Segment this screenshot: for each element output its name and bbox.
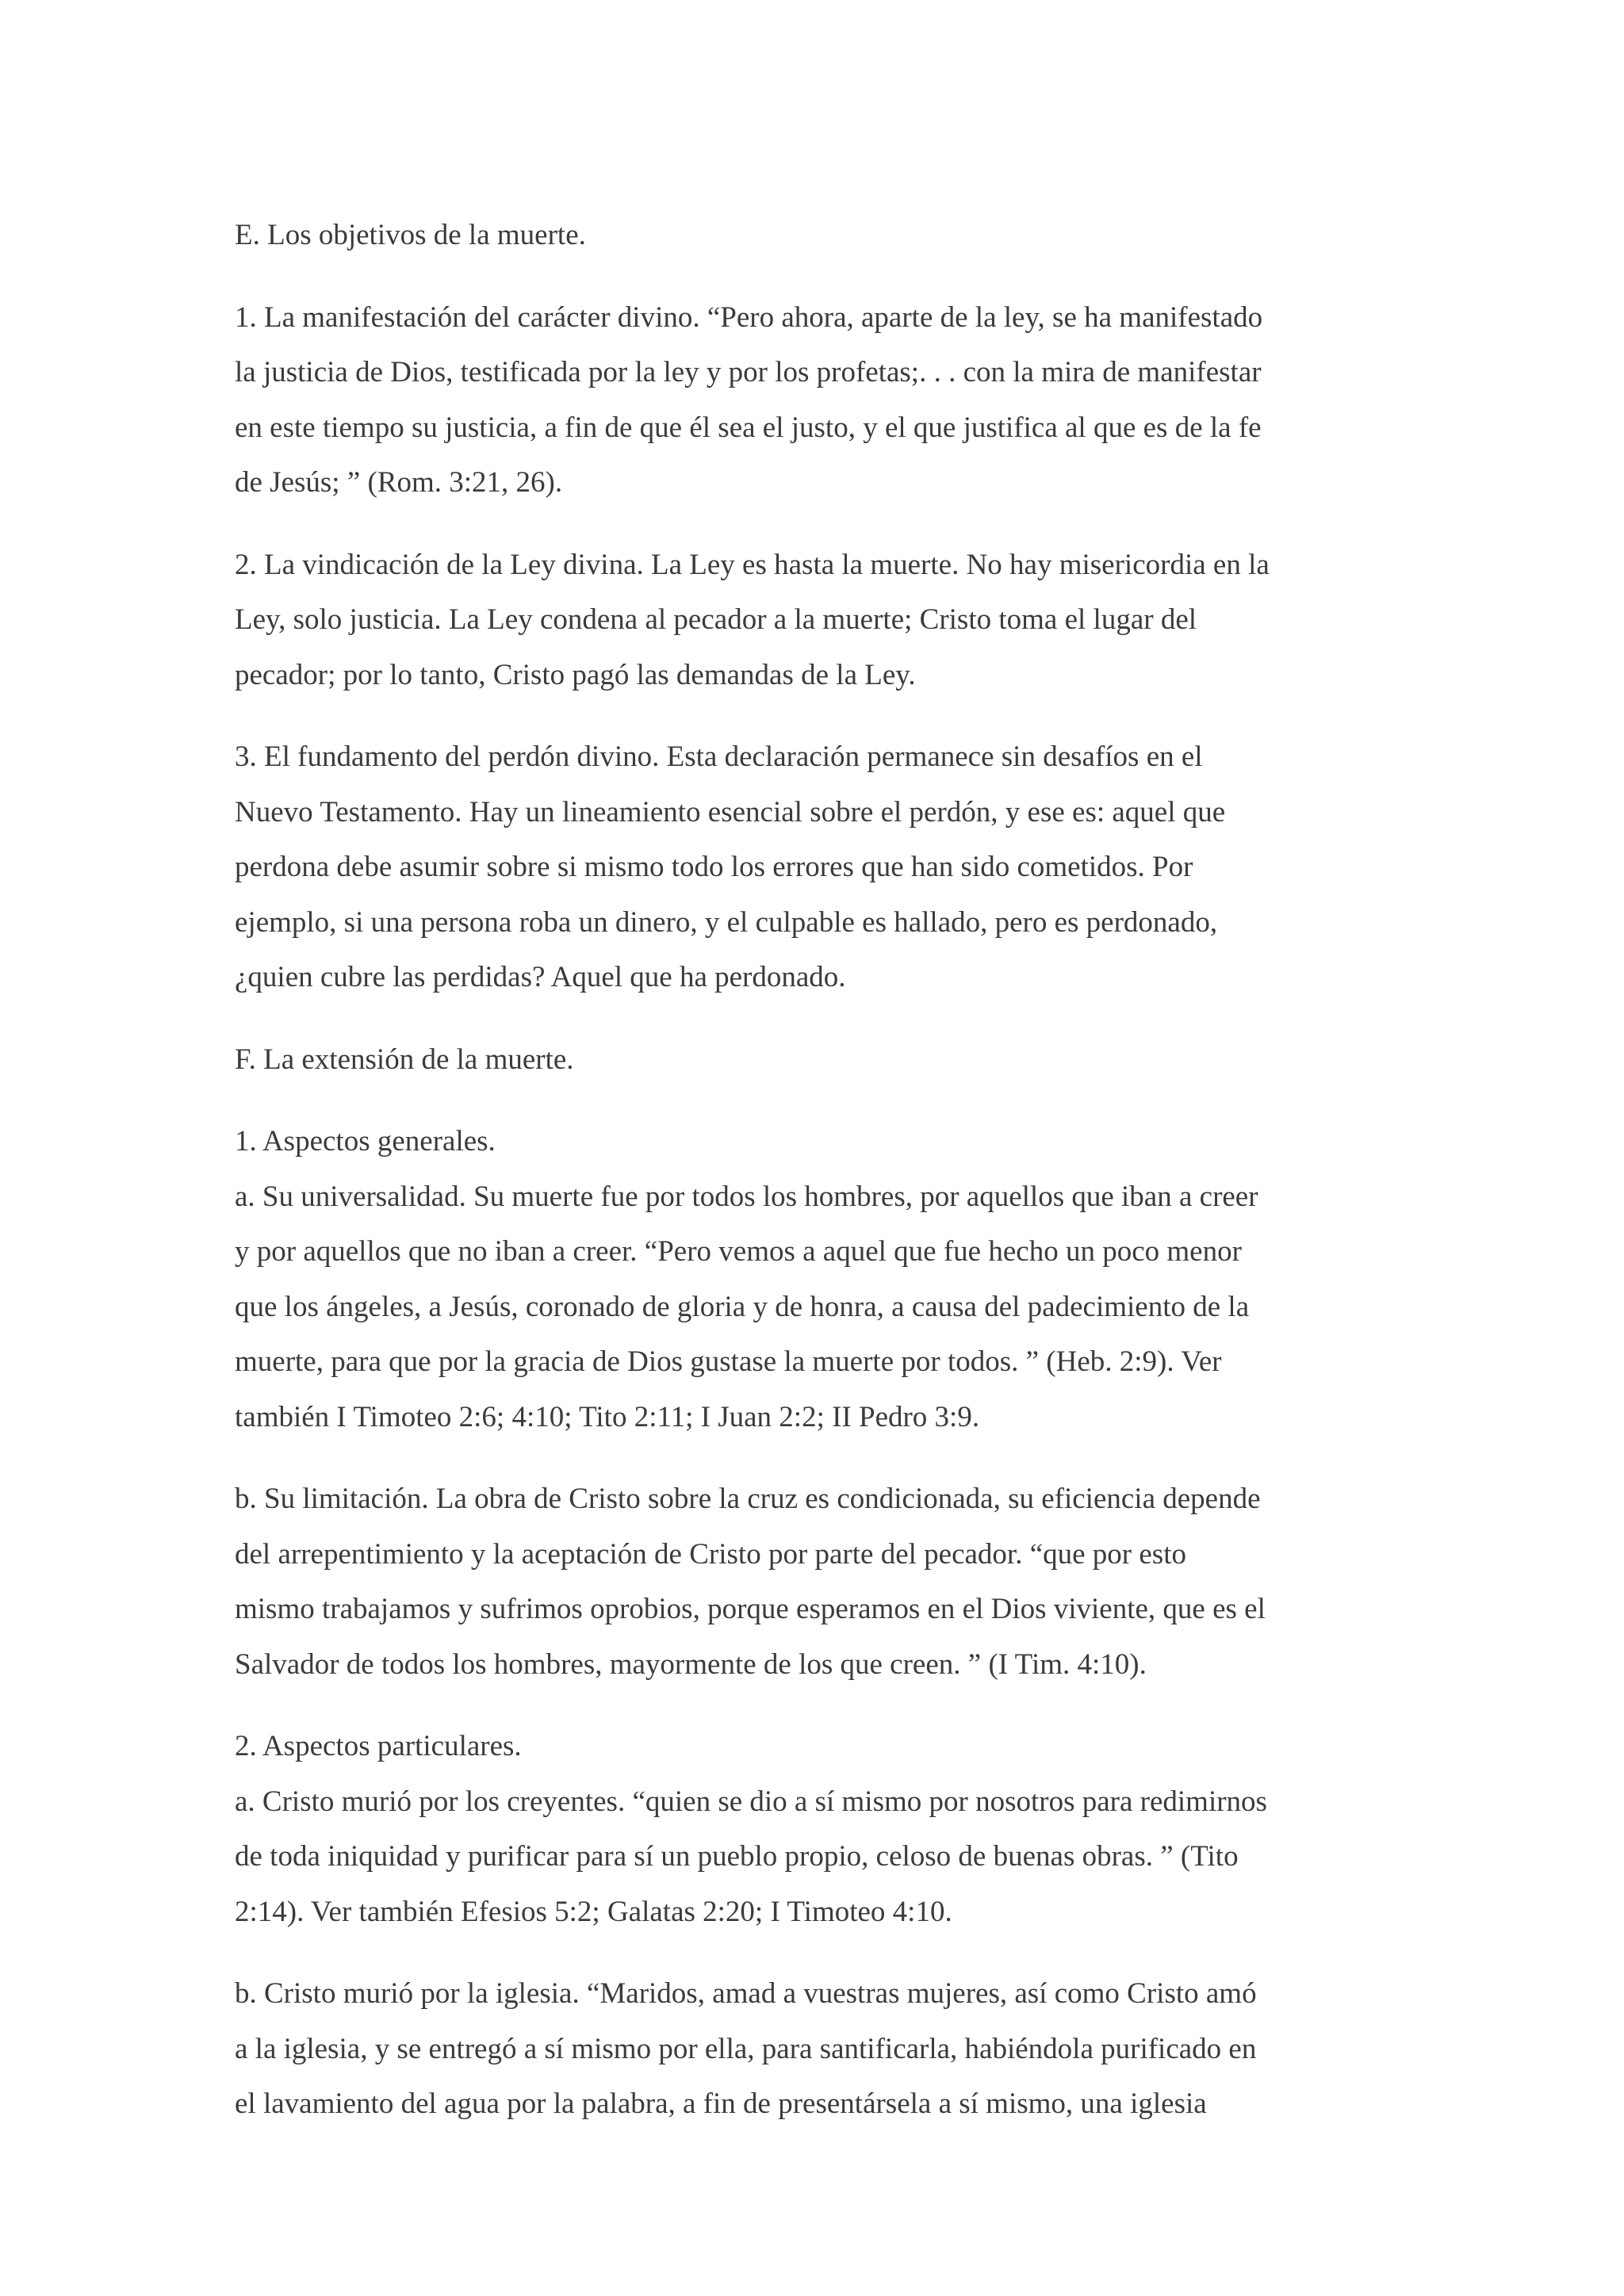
text-line: pecador; por lo tanto, Cristo pagó las demandas de la Ley. [235,658,916,691]
paragraph-iglesia [235,1966,1400,2132]
text-line: ejemplo, si una persona roba un dinero, y el culpable es hallado, pero es perdonado, [235,905,1218,939]
text-line: de Jesús; ” (Rom. 3:21, 26). [235,466,563,499]
text-line: del arrepentimiento y la aceptación de Cristo por parte del pecador. “que por esto [235,1537,1186,1571]
text-line: Salvador de todos los hombres, mayormente de los que creen. ” (I Tim. 4:10). [235,1647,1147,1681]
paragraph-universalidad [235,1114,1400,1445]
text-line: 1. La manifestación del carácter divino. “Pero ahora, aparte de la ley, se ha manifestado [235,300,1263,334]
text-line: de toda iniquidad y purificar para sí un pueblo propio, celoso de buenas obras. ” (Tito [235,1840,1239,1873]
paragraph-creyentes [235,1719,1400,1939]
text-line: en este tiempo su justicia, a fin de que él sea el justo, y el que justifica al que es de la fe [235,411,1262,444]
text-line: 3. El fundamento del perdón divino. Esta declaración permanece sin desafíos en el [235,740,1203,773]
text-line: a. Cristo murió por los creyentes. “quien se dio a sí mismo por nosotros para redimirnos [235,1785,1267,1818]
text-line: 2:14). Ver también Efesios 5:2; Galatas 2:20; I Timoteo 4:10. [235,1895,952,1928]
text-line: y por aquellos que no iban a creer. “Pero vemos a aquel que fue hecho un poco menor [235,1235,1242,1268]
text-line: perdona debe asumir sobre si mismo todo los errores que han sido cometidos. Por [235,851,1193,883]
paragraph-manifestacion [235,290,1400,511]
text-line: mismo trabajamos y sufrimos oprobios, porque esperamos en el Dios viviente, que es el [235,1593,1266,1625]
text-line: a. Su universalidad. Su muerte fue por todos los hombres, por aquellos que iban a creer [235,1180,1258,1213]
text-line: 1. Aspectos generales. [235,1125,496,1158]
text-line: 2. La vindicación de la Ley divina. La Ley es hasta la muerte. No hay misericordia en la [235,548,1270,581]
paragraph-limitacion [235,1471,1400,1692]
text-line: la justicia de Dios, testificada por la ley y por los profetas;. . . con la mira de manifestar [235,356,1262,388]
text-line: muerte, para que por la gracia de Dios gustase la muerte por todos. ” (Heb. 2:9). Ver [235,1345,1222,1378]
text-line: a la iglesia, y se entregó a sí mismo por ella, para santificarla, habiéndola purificado en [235,2032,1257,2065]
text-line: el lavamiento del agua por la palabra, a fin de presentársela a sí mismo, una iglesia [235,2087,1207,2120]
document-body [235,208,1400,2159]
text-line: también I Timoteo 2:6; 4:10; Tito 2:11; I Juan 2:2; II Pedro 3:9. [235,1400,980,1433]
text-line: b. Cristo murió por la iglesia. “Maridos, amad a vuestras mujeres, así como Cristo amó [235,1977,1257,2010]
section-heading-e [235,208,1400,263]
text-line: 2. Aspectos particulares. [235,1730,522,1762]
text-line: que los ángeles, a Jesús, coronado de gloria y de honra, a causa del padecimiento de la [235,1290,1250,1323]
text-line: F. La extensión de la muerte. [235,1043,574,1076]
text-line: Ley, solo justicia. La Ley condena al pecador a la muerte; Cristo toma el lugar del [235,603,1197,636]
text-line: b. Su limitación. La obra de Cristo sobre la cruz es condicionada, su eficiencia depende [235,1483,1261,1515]
paragraph-vindicacion [235,538,1400,703]
text-line: E. Los objetivos de la muerte. [235,219,586,251]
text-line: ¿quien cubre las perdidas? Aquel que ha perdonado. [235,961,846,993]
text-line: Nuevo Testamento. Hay un lineamiento esencial sobre el perdón, y ese es: aquel que [235,795,1226,828]
paragraph-fundamento [235,729,1400,1005]
section-heading-f [235,1032,1400,1088]
